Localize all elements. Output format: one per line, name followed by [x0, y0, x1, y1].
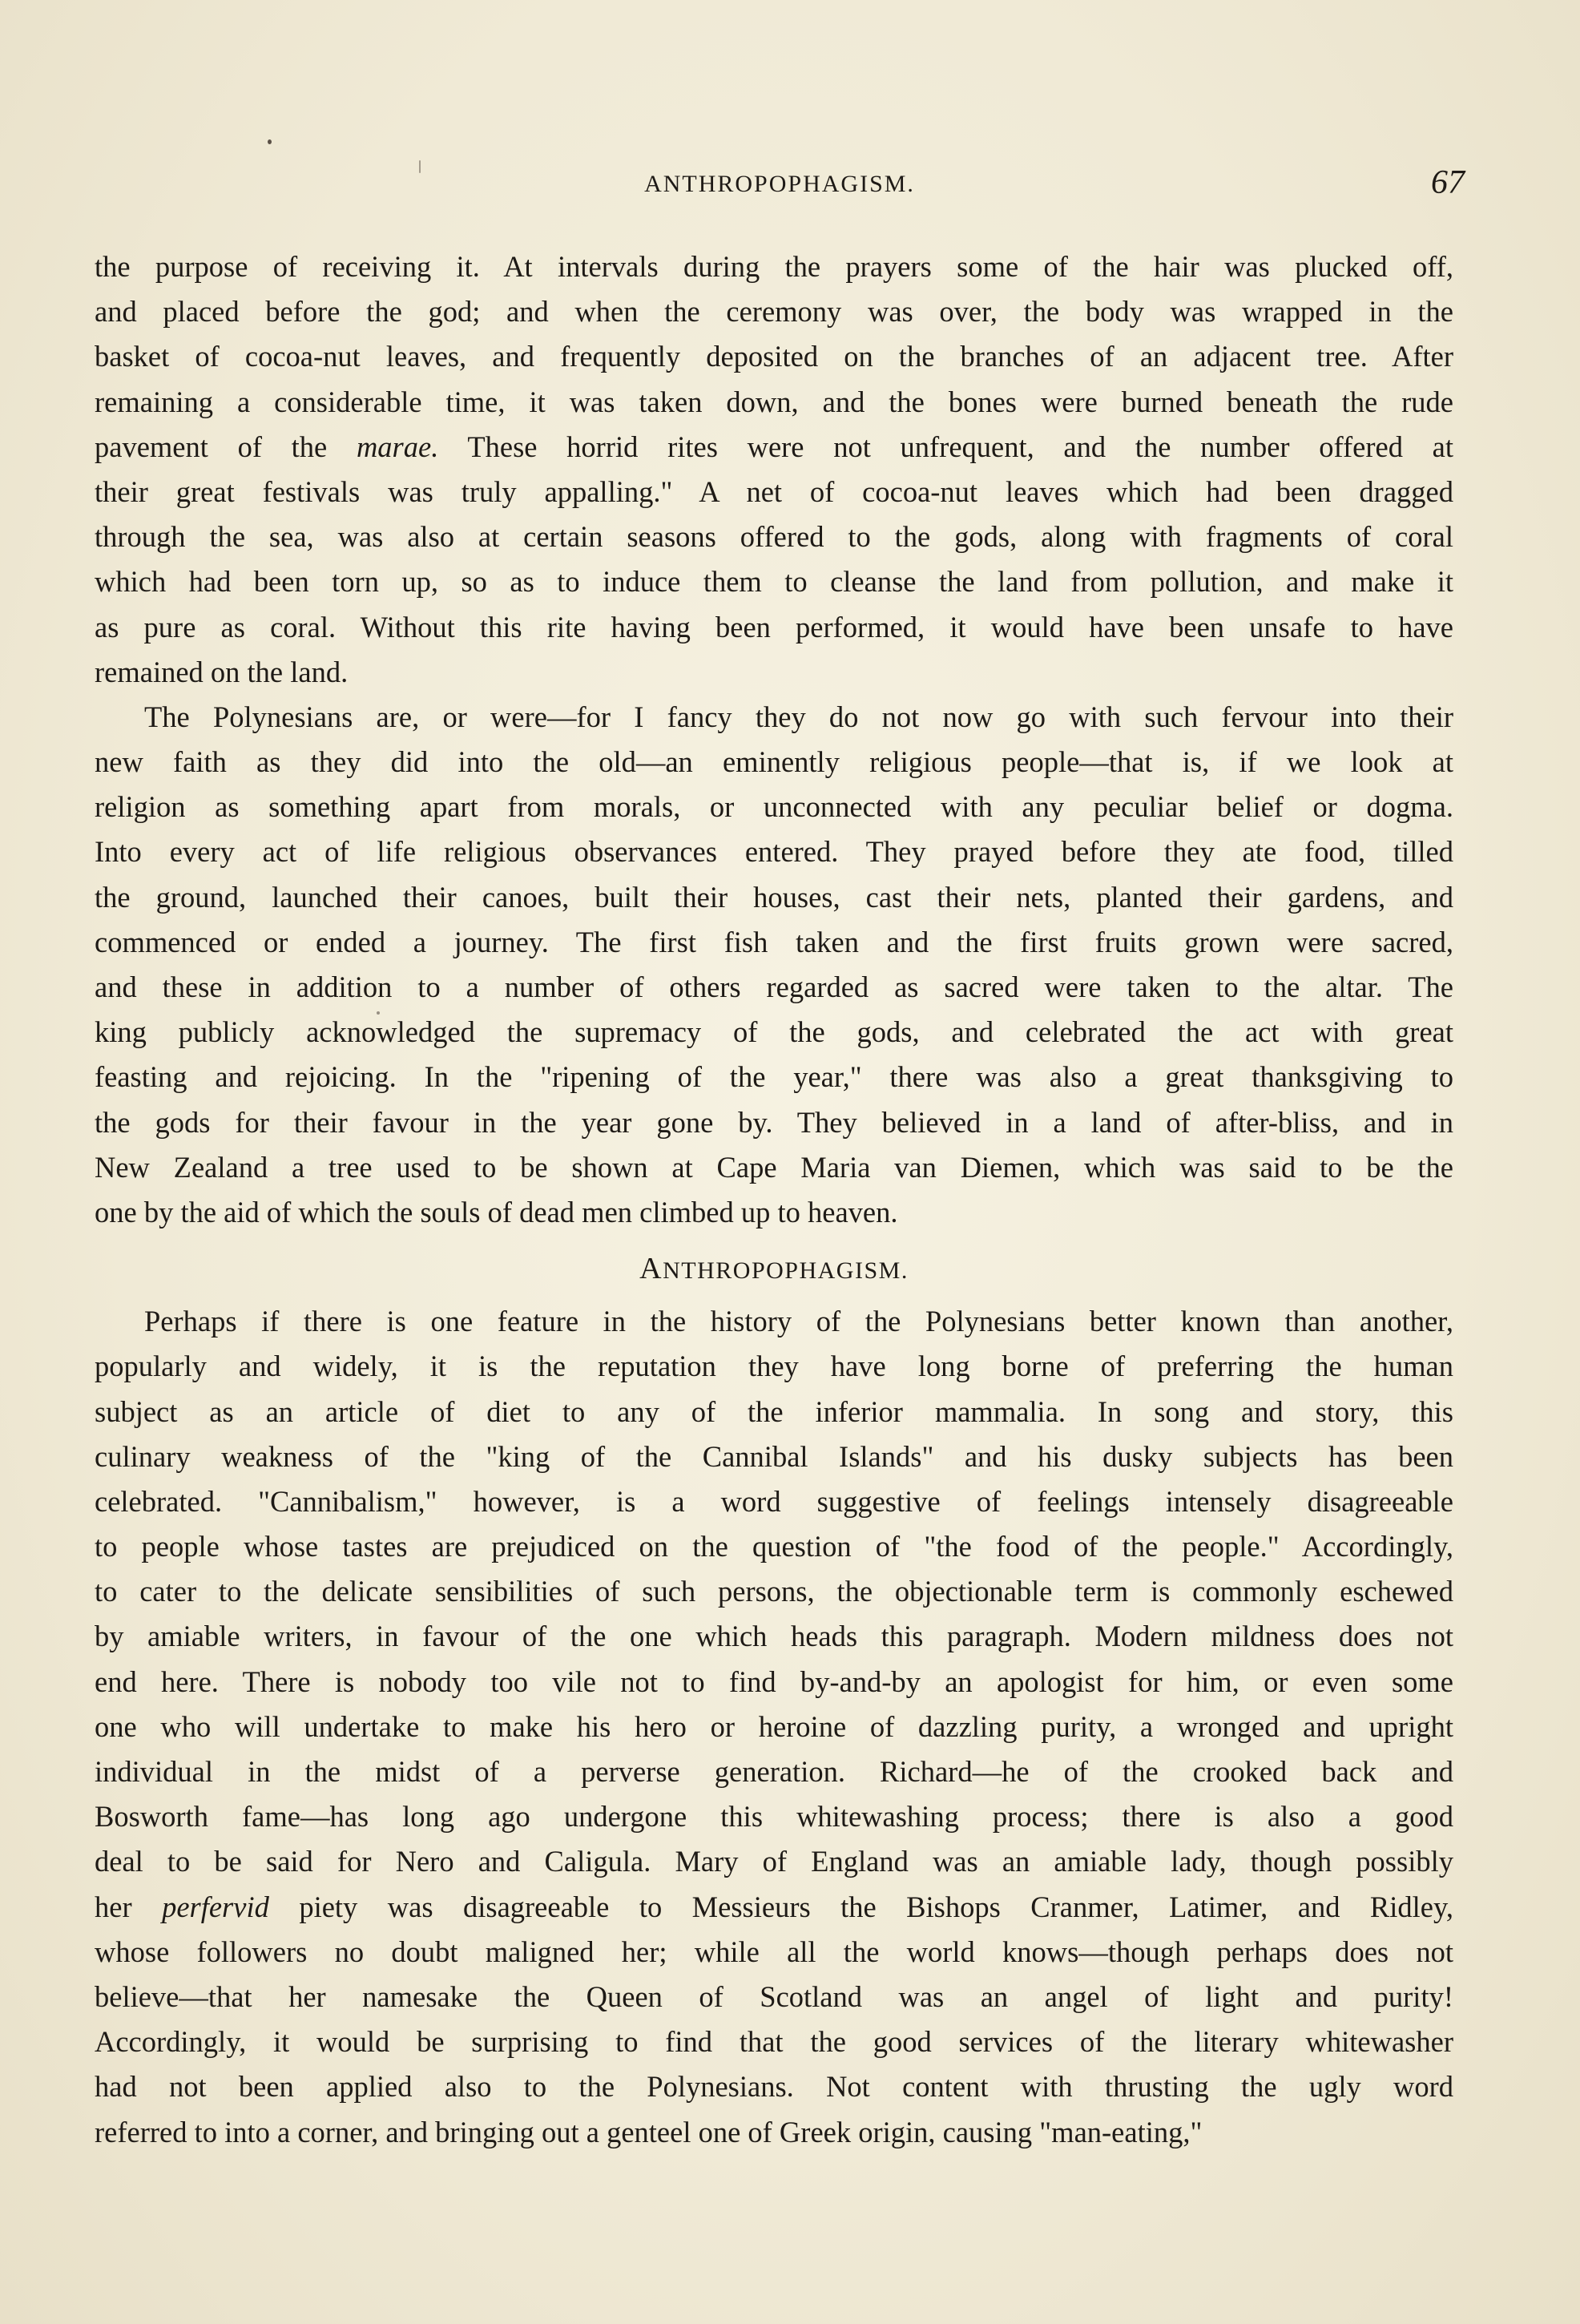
text-run: the gods for their favour in the year gone by. They believed in a land of after-bliss, and in — [95, 1105, 1453, 1139]
text-line — [95, 965, 1453, 1010]
text-run: remaining a considerable time, it was taken down, and the bones were burned beneath the rude — [95, 385, 1453, 418]
text-run: the purpose of receiving it. At intervals during the prayers some of the hair was plucked off, — [95, 250, 1453, 283]
text-line — [95, 559, 1453, 604]
text-line — [95, 740, 1453, 785]
text-line — [95, 650, 1453, 695]
text-run: culinary weakness of the "king of the Cannibal Islands" and his dusky subjects has been — [95, 1439, 1453, 1473]
text-line — [95, 470, 1453, 514]
text-run: celebrated. "Cannibalism," however, is a word suggestive of feelings intensely disagreeable — [95, 1484, 1453, 1518]
text-line — [95, 2019, 1453, 2064]
text-run: Bosworth fame—has long ago undergone this whitewashing process; there is also a good — [95, 1800, 1453, 1834]
italic-text: marae. — [356, 430, 439, 463]
text-run: their great festivals was truly appalling." A net of cocoa-nut leaves which had been dragged — [95, 474, 1453, 508]
text-line — [95, 1524, 1453, 1569]
text-line — [95, 1100, 1453, 1145]
text-run: New Zealand a tree used to be shown at Cape Maria van Diemen, which was said to be the — [95, 1150, 1453, 1184]
text-run: basket of cocoa-nut leaves, and frequently deposited on the branches of an adjacent tree. After — [95, 340, 1453, 373]
text-run: the ground, launched their canoes, built their houses, cast their nets, planted their gardens, and — [95, 880, 1453, 914]
ink-speck — [268, 139, 272, 144]
text-run: to people whose tastes are prejudiced on the question of "the food of the people." Accordingly, — [95, 1530, 1453, 1563]
text-line — [95, 695, 1453, 740]
text-run: commenced or ended a journey. The first fish taken and the first fruits grown were sacred, — [95, 925, 1453, 958]
text-line — [95, 1705, 1453, 1749]
text-line — [95, 2110, 1453, 2155]
text-run: believe—that her namesake the Queen of Scotland was an angel of light and purity! — [95, 1979, 1453, 2013]
text-run: popularly and widely, it is the reputation they have long borne of preferring the human — [95, 1350, 1453, 1383]
text-line — [95, 1055, 1453, 1099]
text-run: one by the aid of which the souls of dead men climbed up to heaven. — [95, 1195, 898, 1229]
text-run: king publicly acknowledged the supremacy of the gods, and celebrated the act with great — [95, 1015, 1453, 1049]
section-heading — [95, 1238, 1453, 1299]
text-run: deal to be said for Nero and Caligula. Mary of England was an amiable lady, though possibly — [95, 1845, 1453, 1878]
text-run: one who will undertake to make his hero or heroine of dazzling purity, a wronged and upright — [95, 1709, 1453, 1743]
text-line — [95, 1145, 1453, 1190]
text-line — [95, 1190, 1453, 1235]
text-line — [95, 334, 1453, 379]
text-run: as pure as coral. Without this rite having been performed, it would have been unsafe to have — [95, 610, 1453, 644]
section-heading-initial: A — [639, 1252, 663, 1286]
text-line — [95, 1299, 1453, 1344]
text-run: piety was disagreeable to Messieurs the Bishops Cranmer, Latimer, and Ridley, — [268, 1890, 1453, 1923]
text-line — [95, 1344, 1453, 1389]
text-line — [95, 514, 1453, 559]
page-header — [95, 164, 1465, 208]
text-line — [95, 244, 1453, 289]
section-heading-rest: NTHROPOPHAGISM. — [663, 1257, 909, 1285]
text-run: end here. There is nobody too vile not to find by-and-by an apologist for him, or even some — [95, 1664, 1453, 1698]
text-line — [95, 1930, 1453, 1975]
text-run: Accordingly, it would be surprising to find that the good services of the literary whitewasher — [95, 2025, 1453, 2059]
text-run: These horrid rites were not unfrequent, and the number offered at — [438, 430, 1453, 463]
body-text — [95, 244, 1453, 2155]
text-line — [95, 380, 1453, 425]
text-run: new faith as they did into the old—an eminently religious people—that is, if we look at — [95, 745, 1453, 779]
italic-text: perfervid — [162, 1890, 269, 1923]
running-head: ANTHROPOPHAGISM. — [644, 171, 915, 197]
paragraph — [95, 695, 1453, 1235]
text-line — [95, 1479, 1453, 1524]
text-line — [95, 425, 1453, 470]
text-run: The Polynesians are, or were—for I fancy they do not now go with such fervour into their — [144, 700, 1453, 733]
text-line — [95, 875, 1453, 920]
text-run: whose followers no doubt maligned her; while all the world knows—though perhaps does not — [95, 1935, 1453, 1968]
text-run: and these in addition to a number of others regarded as sacred were taken to the altar. The — [95, 970, 1453, 1003]
text-line — [95, 1749, 1453, 1794]
text-run: to cater to the delicate sensibilities of such persons, the objectionable term is commonly eschewed — [95, 1575, 1453, 1608]
text-run: through the sea, was also at certain seasons offered to the gods, along with fragments of coral — [95, 520, 1453, 554]
text-line — [95, 1010, 1453, 1055]
text-run: individual in the midst of a perverse generation. Richard—he of the crooked back and — [95, 1755, 1453, 1788]
text-block-before-heading — [95, 244, 1453, 1235]
text-line — [95, 2064, 1453, 2109]
text-line — [95, 1434, 1453, 1479]
text-run: which had been torn up, so as to induce them to cleanse the land from pollution, and make it — [95, 565, 1453, 599]
text-line — [95, 1975, 1453, 2019]
text-run: by amiable writers, in favour of the one which heads this paragraph. Modern mildness does not — [95, 1620, 1453, 1653]
text-run: pavement of the — [95, 430, 357, 463]
text-line — [95, 1390, 1453, 1434]
text-run: Into every act of life religious observances entered. They prayed before they ate food, tilled — [95, 835, 1453, 869]
text-block-after-heading — [95, 1299, 1453, 2155]
text-line — [95, 605, 1453, 650]
text-run: Perhaps if there is one feature in the history of the Polynesians better known than another, — [144, 1305, 1453, 1338]
text-run: religion as something apart from morals, or unconnected with any peculiar belief or dogma. — [95, 790, 1453, 824]
page-number: 67 — [1431, 164, 1465, 201]
text-line — [95, 1839, 1453, 1884]
text-line — [95, 1614, 1453, 1659]
text-line — [95, 829, 1453, 874]
text-run: subject as an article of diet to any of the inferior mammalia. In song and story, this — [95, 1394, 1453, 1428]
paragraph — [95, 244, 1453, 695]
text-line — [95, 1885, 1453, 1930]
text-run: had not been applied also to the Polynesians. Not content with thrusting the ugly word — [95, 2070, 1453, 2104]
text-run: feasting and rejoicing. In the "ripening of the year," there was also a great thanksgiving to — [95, 1060, 1453, 1094]
text-run: her — [95, 1890, 163, 1923]
text-run: and placed before the god; and when the ceremony was over, the body was wrapped in the — [95, 295, 1453, 329]
text-run: remained on the land. — [95, 655, 349, 688]
text-line — [95, 785, 1453, 829]
paragraph — [95, 1299, 1453, 2155]
text-line — [95, 289, 1453, 334]
text-line — [95, 1794, 1453, 1839]
text-line — [95, 1660, 1453, 1705]
text-run: referred to into a corner, and bringing out a genteel one of Greek origin, causing "man-eating," — [95, 2115, 1203, 2148]
text-line — [95, 1569, 1453, 1614]
text-line — [95, 920, 1453, 965]
